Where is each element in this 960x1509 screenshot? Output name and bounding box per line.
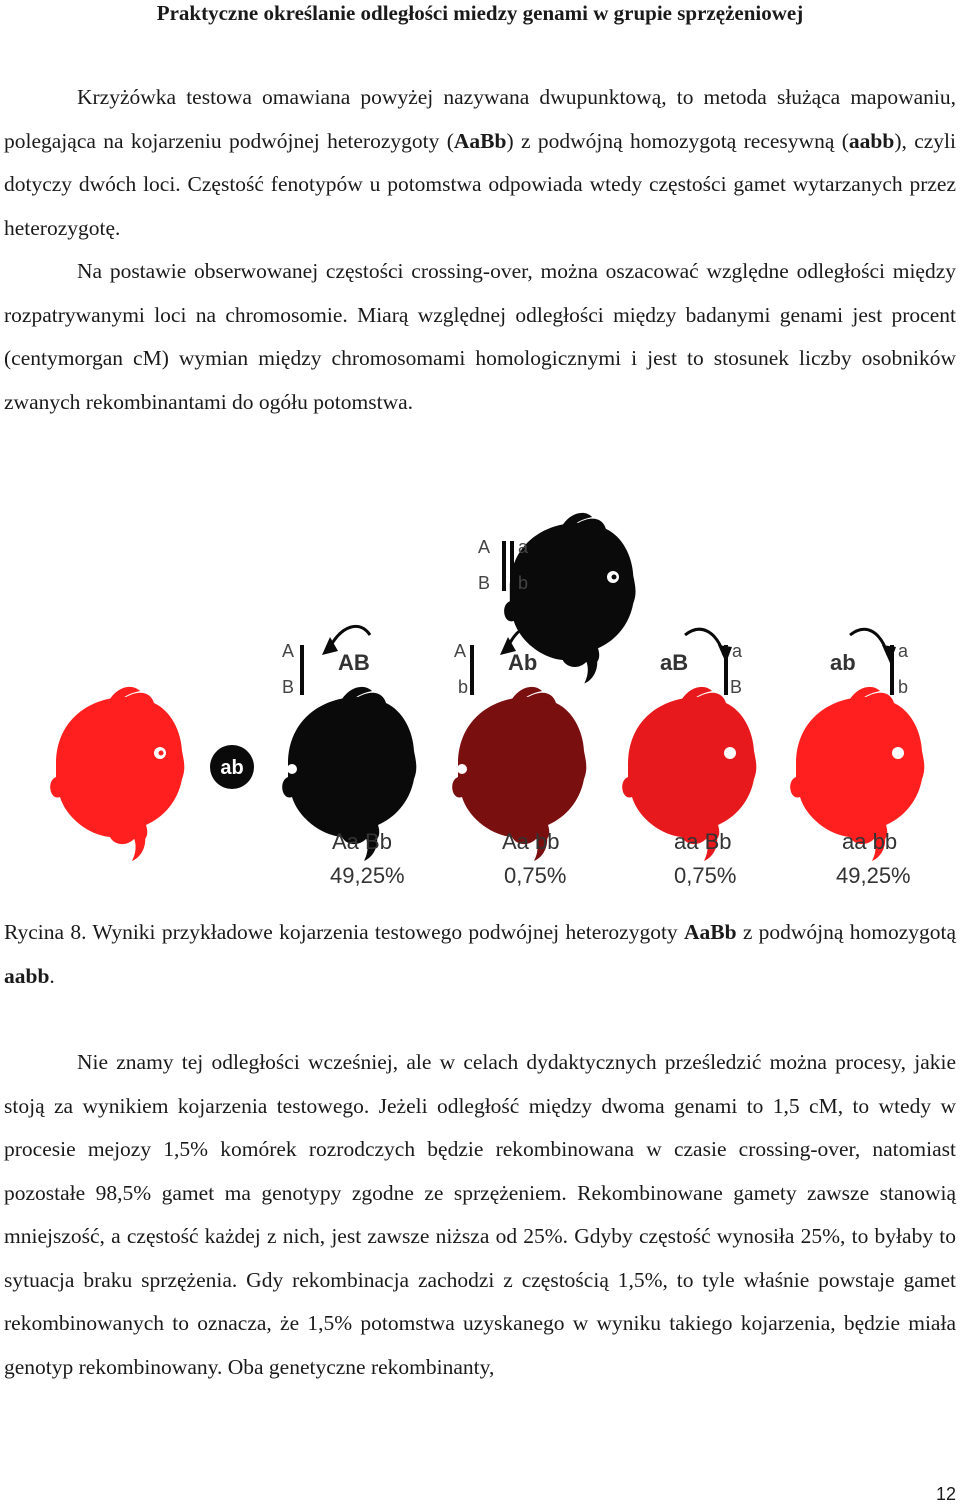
caption-text-b: z podwójną homozygotą: [736, 920, 957, 944]
percent-label-1: 49,25%: [330, 863, 405, 888]
paragraph-2: [4, 250, 956, 424]
offspring-1: [282, 641, 416, 861]
offspring-3-allele-top: a: [732, 641, 743, 661]
parent-chromosome-2: [510, 541, 514, 591]
paragraph-3: [4, 1041, 956, 1389]
offspring-4-gamete: ab: [830, 650, 856, 675]
paragraph-2-text: Na postawie obserwowanej częstości crossing-over, można oszacować względne odległości między rozpatrywanymi loci na chromosomie. Miarą względnej odległości między badanymi genami jest procent (centymorgan cM) wymian między chromosomami homologicznymi i jest to stosunek liczby osobników zwanych rekombinantami do ogółu potomstwa.: [4, 259, 956, 414]
offspring-2: [452, 641, 586, 861]
paragraph-1-text-b: ) z podwójną homozygotą recesywną (: [506, 128, 849, 153]
gamete-ab-label: ab: [220, 757, 244, 779]
paragraph-1-text-a: Krzyżówka testowa omawiana powyżej nazywana dwupunktową, to metoda służąca mapowaniu, polegająca na kojarzeniu podwójnej heterozygoty (: [4, 85, 956, 153]
percent-label-3: 0,75%: [674, 863, 737, 888]
offspring-4-allele-bottom: b: [898, 677, 909, 697]
percent-label-2: 0,75%: [504, 863, 567, 888]
offspring-2-allele-bottom: b: [458, 677, 469, 697]
parent-allele-top-right: a: [518, 537, 529, 557]
figure-svg: [30, 505, 940, 905]
offspring-1-allele-top: A: [282, 641, 295, 661]
paragraph-1: [4, 76, 956, 250]
parent-allele-bottom-left: B: [478, 573, 491, 593]
caption-genotype-2: aabb: [4, 963, 50, 988]
genotype-label-1: Aa Bb: [332, 829, 392, 854]
genotype-label-3: aa Bb: [674, 829, 732, 854]
genotype-label-2: Aa bb: [502, 829, 560, 854]
genotype-label-4: aa bb: [842, 829, 898, 854]
offspring-3-gamete: aB: [660, 650, 689, 675]
gamete-ab-homozygote: [210, 745, 254, 789]
paragraph-3-text: Nie znamy tej odległości wcześniej, ale w celach dydaktycznych prześledzić można procesy, jakie stoją za wynikiem kojarzenia testowego. Jeżeli odległość między dwoma genami to 1,5 cM, to wtedy w procesie mejozy 1,5% komórek rozrodczych będzie rekombinowana w czasie crossing-over, natomiast pozostałe 98,5% gamet ma genotypy zgodne ze sprzężeniem. Rekombinowane gamety zawsze stanowią mniejszość, a częstość każdej z nich, jest zawsze niższa od 25%. Gdyby częstość wynosiła 25%, to byłaby to sytuacja braku sprzężenia. Gdy rekombinacja zachodzi z częstością 1,5%, to tyle właśnie powstaje gamet rekombinowanych to oznacza, że 1,5% potomstwa uzyskanego w wyniku takiego kojarzenia, będzie miała genotyp rekombinowany. Oba genetyczne rekombinanty,: [4, 1050, 956, 1379]
caption-genotype-1: AaBb: [683, 920, 737, 944]
offspring-labels: [330, 829, 911, 888]
offspring-4: [790, 641, 924, 861]
offspring-4-allele-top: a: [898, 641, 909, 661]
page-number: 12: [935, 1484, 956, 1504]
offspring-1-gamete: AB: [338, 650, 370, 675]
paragraph-1-text-c: ), czyli dotyczy dwóch loci. Częstość fenotypów u potomstwa odpowiada wtedy częstości gamet wytarzanych przez heterozygotę.: [4, 128, 956, 240]
genotype-aabb-heterozygote: AaBb: [453, 128, 507, 153]
parent-allele-bottom-right: b: [518, 573, 529, 593]
parent-chromosome-1: [502, 541, 506, 591]
parent-fish-homozygote: [50, 687, 184, 861]
caption-text-c: .: [49, 963, 55, 988]
offspring-1-allele-bottom: B: [282, 677, 295, 697]
offspring-2-gamete: Ab: [508, 650, 538, 675]
page-title: Praktyczne określanie odległości miedzy genami w grupie sprzężeniowej: [156, 1, 804, 25]
figure-test-cross: [30, 505, 940, 905]
parent-allele-top-left: A: [478, 537, 491, 557]
percent-label-4: 49,25%: [836, 863, 911, 888]
figure-caption: [4, 911, 956, 998]
caption-text-a: Rycina 8. Wyniki przykładowe kojarzenia testowego podwójnej heterozygoty: [4, 920, 684, 944]
offspring-2-allele-top: A: [454, 641, 467, 661]
genotype-aabb-homozygote: aabb: [848, 128, 895, 153]
offspring-3-allele-bottom: B: [730, 677, 743, 697]
offspring-3: [622, 641, 756, 861]
